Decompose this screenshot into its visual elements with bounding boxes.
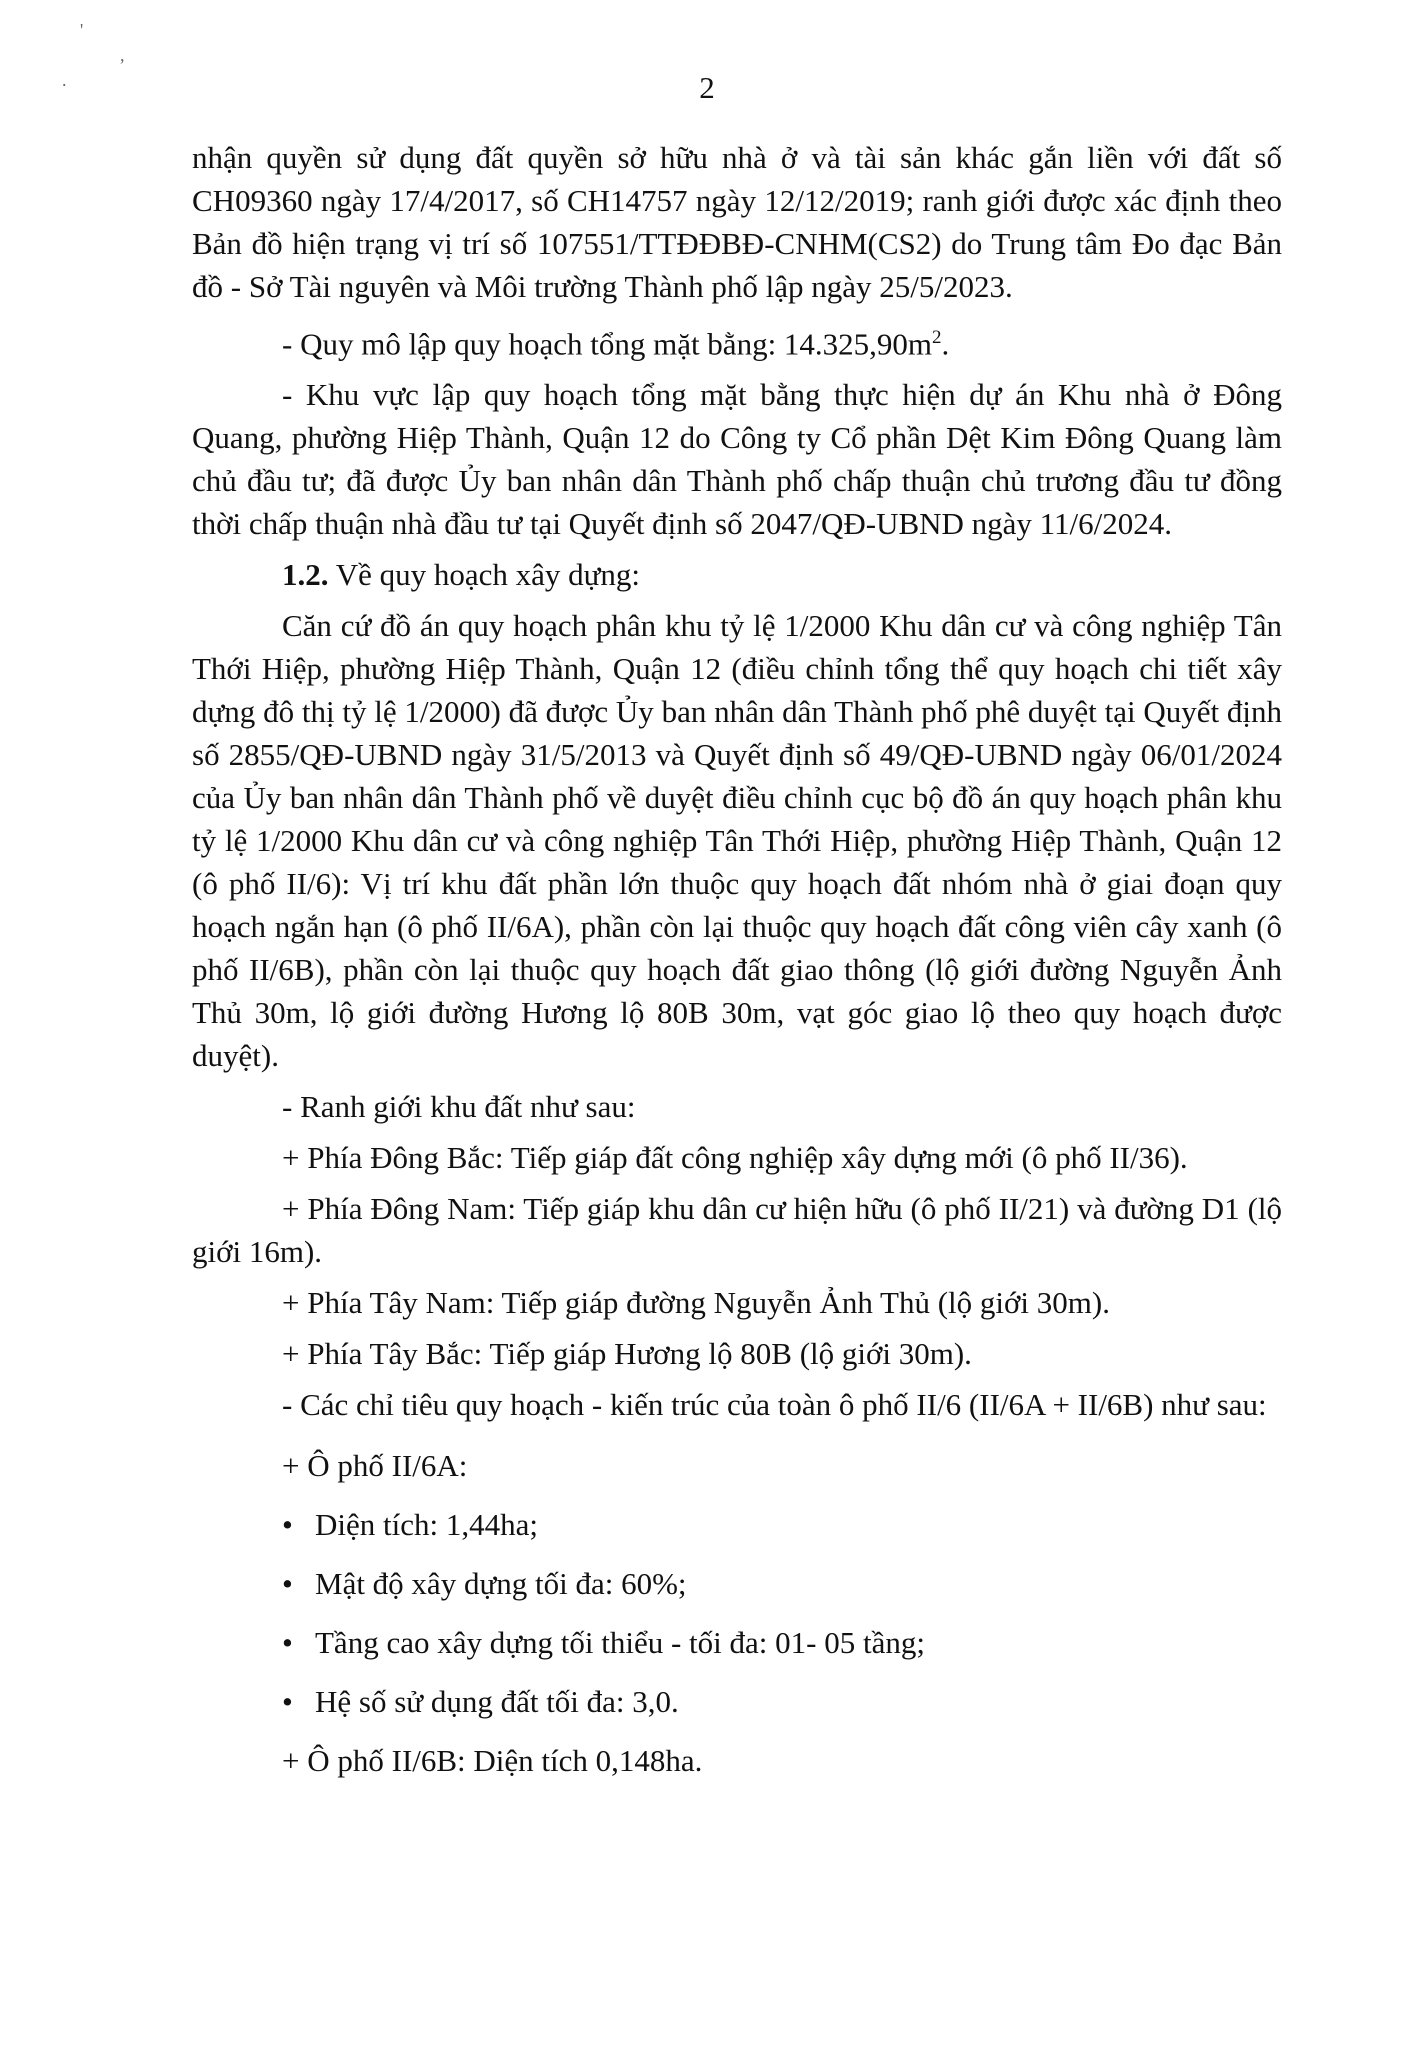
list-item: • Diện tích: 1,44ha; [192, 1503, 1282, 1546]
section-heading-1-2 [192, 553, 1282, 596]
boundary-southeast: + Phía Đông Nam: Tiếp giáp khu dân cư hiện hữu (ô phố II/21) và đường D1 (lộ giới 16m). [192, 1191, 1282, 1270]
page-number: 2 [699, 70, 715, 105]
paragraph-land-certificate: nhận quyền sử dụng đất quyền sở hữu nhà ở và tài sản khác gắn liền với đất số CH09360 ngày 17/4/2017, số CH14757 ngày 12/12/2019; ranh giới được xác định theo Bản đồ hiện trạng vị trí số 107551/TTĐĐBĐ-CNHM(CS2) do Trung tâm Đo đạc Bản đồ - Sở Tài nguyên và Môi trường Thành phố lập ngày 25/5/2023. [192, 140, 1282, 304]
scan-speck: ' [80, 20, 84, 40]
boundary-southwest: + Phía Tây Nam: Tiếp giáp đường Nguyễn Ảnh Thủ (lộ giới 30m). [282, 1285, 1110, 1321]
section-number: 1.2. [282, 557, 329, 593]
list-item: • Hệ số sử dụng đất tối đa: 3,0. [192, 1680, 1282, 1723]
paragraph-planning-area: - Khu vực lập quy hoạch tổng mặt bằng thực hiện dự án Khu nhà ở Đông Quang, phường Hiệp Thành, Quận 12 do Công ty Cổ phần Dệt Kim Đông Quang làm chủ đầu tư; đã được Ủy ban nhân dân Thành phố chấp thuận chủ trương đầu tư đồng thời chấp thuận nhà đầu tư tại Quyết định số 2047/QĐ-UBND ngày 11/6/2024. [192, 377, 1282, 542]
paragraph-planning-scale [192, 316, 1282, 365]
block-ii-6a-indicators [192, 1503, 1282, 1723]
scan-speck: , [120, 45, 125, 65]
paragraph-indicators: - Các chỉ tiêu quy hoạch - kiến trúc của toàn ô phố II/6 (II/6A + II/6B) như sau: [282, 1387, 1267, 1423]
block-ii-6b: + Ô phố II/6B: Diện tích 0,148ha. [282, 1743, 703, 1779]
boundary-northeast: + Phía Đông Bắc: Tiếp giáp đất công nghiệp xây dựng mới (ô phố II/36). [282, 1140, 1188, 1176]
planning-scale-end: . [941, 326, 950, 362]
scan-speck: . [62, 70, 67, 90]
unit-superscript: 2 [932, 327, 942, 348]
boundary-northwest: + Phía Tây Bắc: Tiếp giáp Hương lộ 80B (lộ giới 30m). [282, 1336, 972, 1372]
paragraph-boundary-intro: - Ranh giới khu đất như sau: [282, 1089, 636, 1125]
list-item: • Mật độ xây dựng tối đa: 60%; [192, 1562, 1282, 1605]
section-title: Về quy hoạch xây dựng: [328, 557, 641, 593]
block-ii-6a-heading: + Ô phố II/6A: [282, 1448, 468, 1484]
list-item: • Tầng cao xây dựng tối thiểu - tối đa: 01- 05 tầng; [192, 1621, 1282, 1664]
planning-scale-text: - Quy mô lập quy hoạch tổng mặt bằng: 14.325,90m [282, 326, 933, 362]
document-body [192, 136, 1282, 1782]
paragraph-legal-basis: Căn cứ đồ án quy hoạch phân khu tỷ lệ 1/2000 Khu dân cư và công nghiệp Tân Thới Hiệp, phường Hiệp Thành, Quận 12 (điều chỉnh tổng thể quy hoạch chi tiết xây dựng đô thị tỷ lệ 1/2000) đã được Ủy ban nhân dân Thành phố phê duyệt tại Quyết định số 2855/QĐ-UBND ngày 31/5/2013 và Quyết định số 49/QĐ-UBND ngày 06/01/2024 của Ủy ban nhân dân Thành phố về duyệt điều chỉnh cục bộ đồ án quy hoạch phân khu tỷ lệ 1/2000 Khu dân cư và công nghiệp Tân Thới Hiệp, phường Hiệp Thành, Quận 12 (ô phố II/6): Vị trí khu đất phần lớn thuộc quy hoạch đất nhóm nhà ở giai đoạn quy hoạch ngắn hạn (ô phố II/6A), phần còn lại thuộc quy hoạch đất công viên cây xanh (ô phố II/6B), phần còn lại thuộc quy hoạch đất giao thông (lộ giới đường Nguyễn Ảnh Thủ 30m, lộ giới đường Hương lộ 80B 30m, vạt góc giao lộ theo quy hoạch được duyệt). [192, 608, 1282, 1074]
